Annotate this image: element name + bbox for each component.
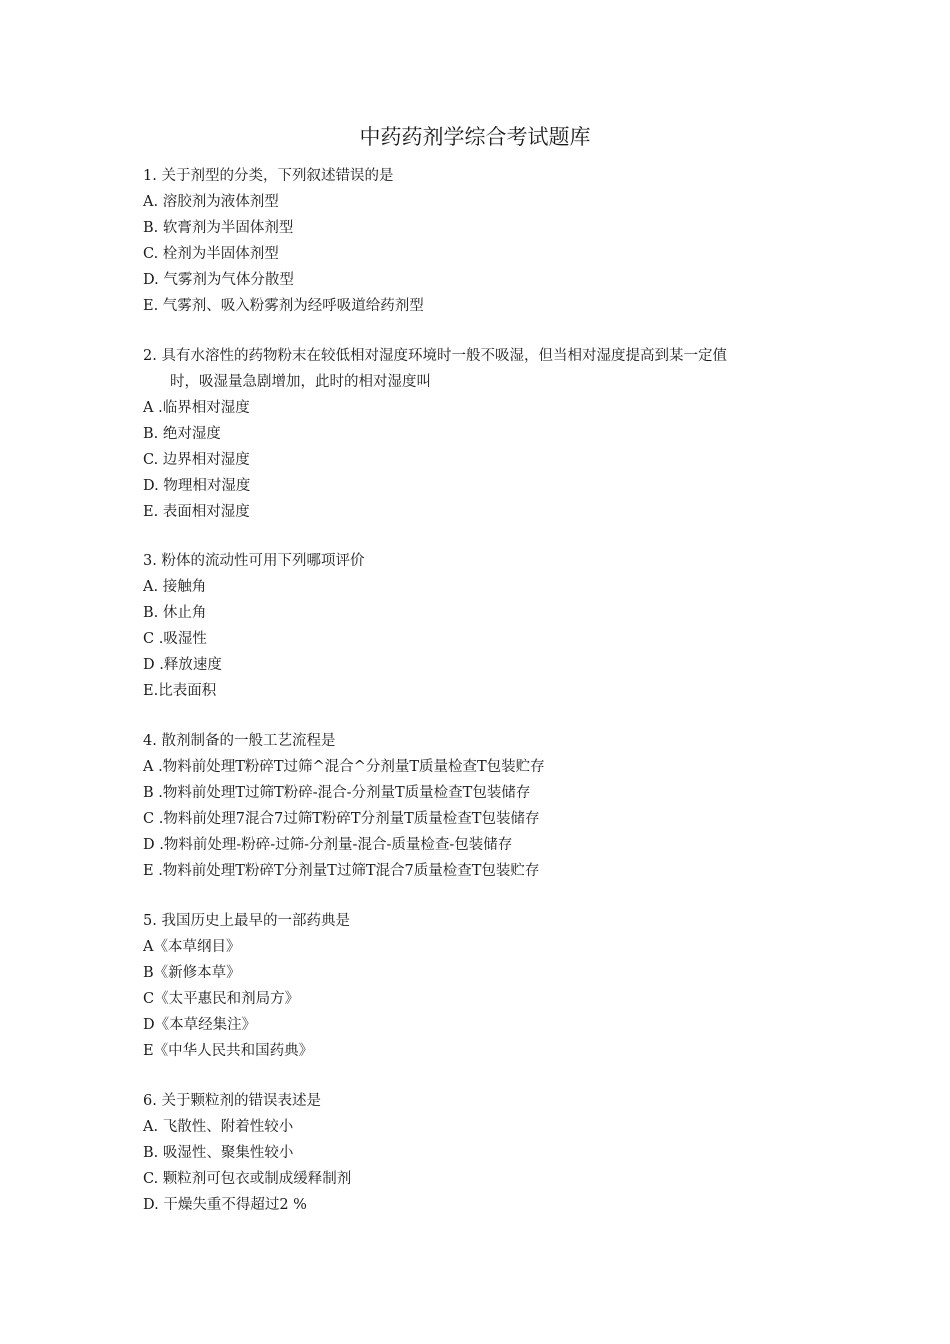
- question-stem: 3. 粉体的流动性可用下列哪项评价: [143, 553, 365, 569]
- question-stem: 4. 散剂制备的一般工艺流程是: [143, 733, 336, 749]
- question-stem: 1. 关于剂型的分类，下列叙述错误的是: [143, 168, 394, 184]
- question-6: [143, 1088, 803, 1218]
- question-stem: 5. 我国历史上最早的一部药典是: [143, 913, 350, 929]
- option-d: D《本草经集注》: [143, 1017, 257, 1033]
- question-2: [143, 343, 803, 525]
- option-b: B. 休止角: [143, 605, 207, 621]
- question-1: [143, 163, 803, 319]
- option-a: A. 飞散性、附着性较小: [143, 1119, 294, 1135]
- option-a: A. 溶胶剂为液体剂型: [143, 194, 279, 210]
- question-stem-continued: 时，吸湿量急剧增加，此时的相对湿度叫: [170, 374, 431, 390]
- option-e: E. 表面相对湿度: [143, 504, 250, 520]
- option-d: D. 气雾剂为气体分散型: [143, 272, 294, 288]
- option-a: A. 接触角: [143, 579, 207, 595]
- option-c: C. 边界相对湿度: [143, 452, 250, 468]
- option-c: C .物料前处理7混合7过筛T粉碎T分剂量T质量检查T包装储存: [143, 811, 540, 827]
- option-a: A .物料前处理T粉碎T过筛^混合^分剂量T质量检查T包装贮存: [143, 759, 545, 775]
- option-b: B. 吸湿性、聚集性较小: [143, 1145, 294, 1161]
- question-5: [143, 908, 803, 1064]
- option-c: C. 颗粒剂可包衣或制成缓释制剂: [143, 1171, 352, 1187]
- question-stem: 2. 具有水溶性的药物粉末在较低相对湿度环境时一般不吸湿，但当相对湿度提高到某一定值: [143, 348, 727, 364]
- option-b: B《新修本草》: [143, 965, 241, 981]
- option-d: D .释放速度: [143, 657, 222, 673]
- option-b: B .物料前处理T过筛T粉碎-混合-分剂量T质量检查T包装储存: [143, 785, 531, 801]
- question-3: [143, 548, 803, 704]
- option-c: C《太平惠民和剂局方》: [143, 991, 300, 1007]
- page-title: 中药药剂学综合考试题库: [359, 125, 591, 149]
- question-stem: 6. 关于颗粒剂的错误表述是: [143, 1093, 321, 1109]
- option-a: A .临界相对湿度: [143, 400, 250, 416]
- option-e: E.比表面积: [143, 683, 217, 699]
- option-c: C .吸湿性: [143, 631, 207, 647]
- question-4: [143, 728, 803, 884]
- option-c: C. 栓剂为半固体剂型: [143, 246, 279, 262]
- option-b: B. 绝对湿度: [143, 426, 221, 442]
- option-b: B. 软膏剂为半固体剂型: [143, 220, 294, 236]
- option-d: D. 物理相对湿度: [143, 478, 251, 494]
- option-a: A《本草纲目》: [143, 939, 241, 955]
- option-e: E. 气雾剂、吸入粉雾剂为经呼吸道给药剂型: [143, 298, 424, 314]
- option-d: D. 干燥失重不得超过2 %: [143, 1197, 307, 1213]
- option-e: E .物料前处理T粉碎T分剂量T过筛T混合7质量检查T包装贮存: [143, 863, 540, 879]
- option-e: E《中华人民共和国药典》: [143, 1043, 314, 1059]
- option-d: D .物料前处理-粉碎-过筛-分剂量-混合-质量检查-包装储存: [143, 837, 513, 853]
